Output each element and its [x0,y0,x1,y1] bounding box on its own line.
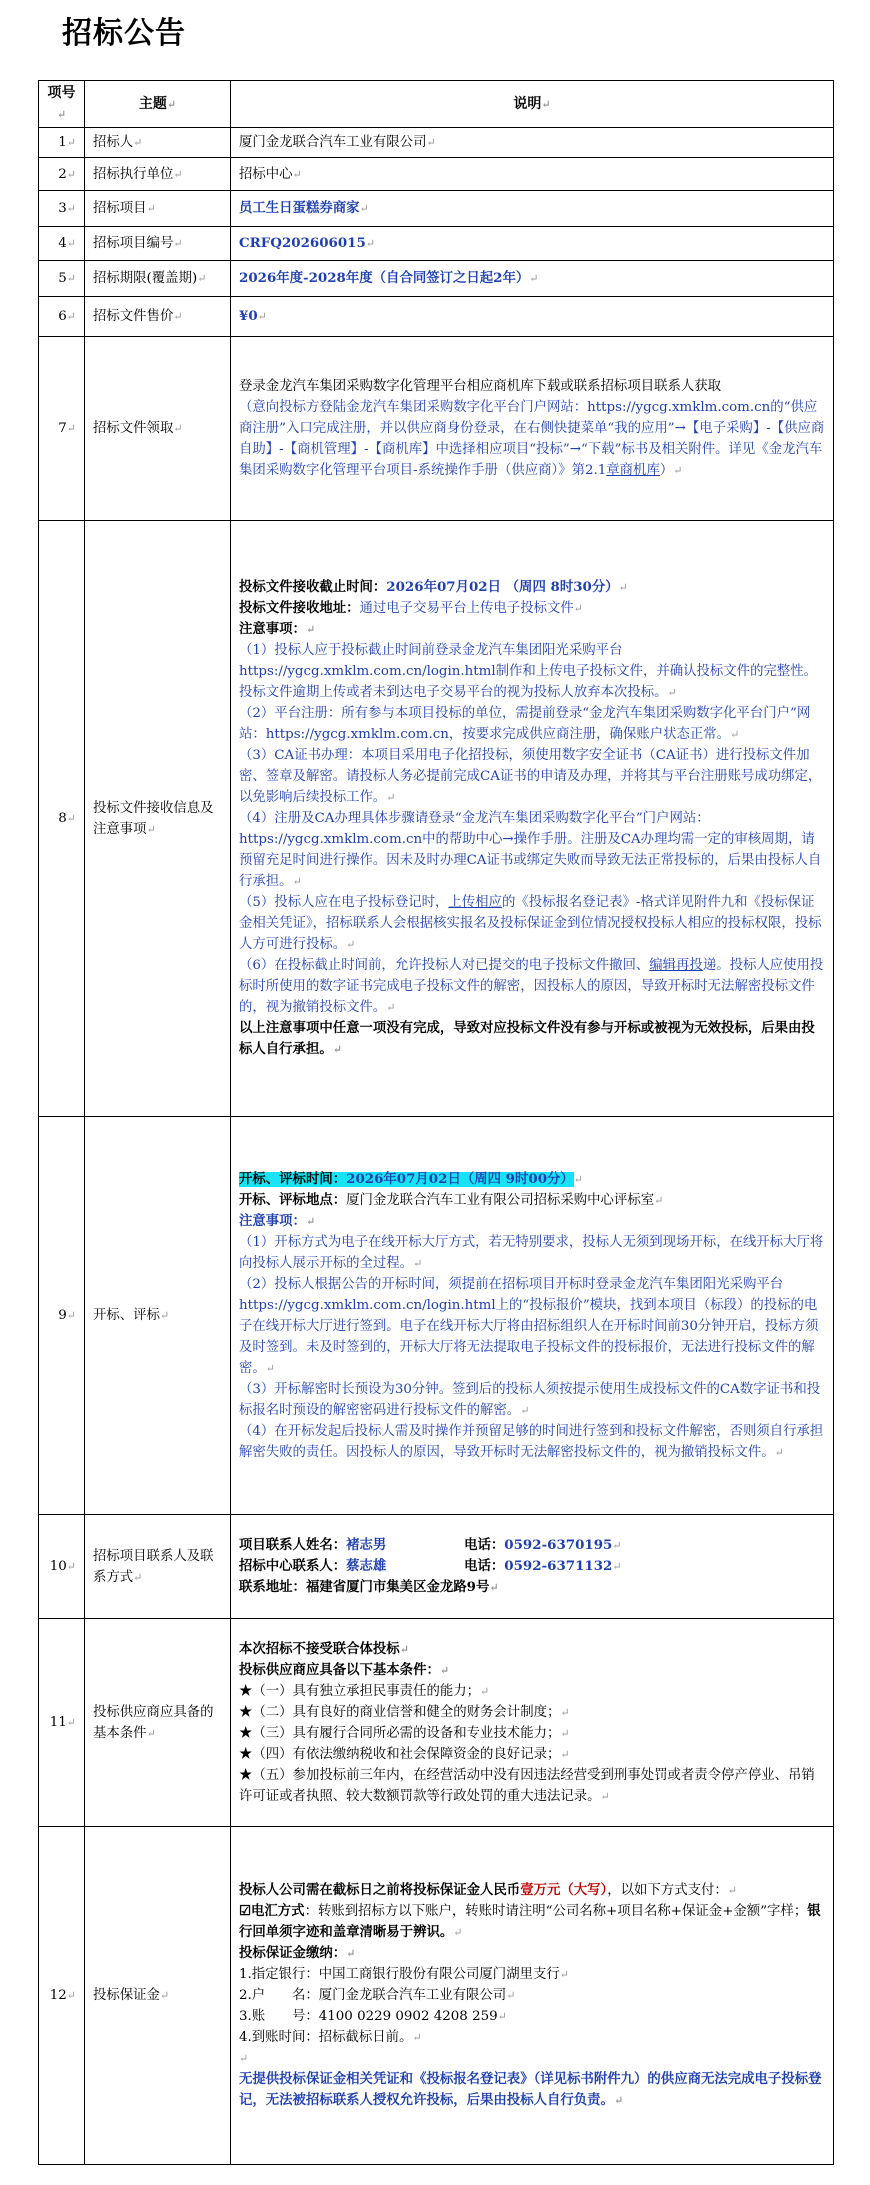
row-no: 11↵ [39,1619,85,1827]
row-no: 5↵ [39,261,85,297]
row-desc [231,1827,834,2165]
note-3: （3）CA证书办理：本项目采用电子化招投标，须使用数字安全证书（CA证书）进行投标文件加密、签章及解密。请投标人务必提前完成CA证书的申请及办理，并将其与平台注册账号成功绑定，以免影响后续投标工作。↵ [239,748,822,805]
table-row [39,128,834,158]
table-row [39,191,834,227]
row-no: 9↵ [39,1117,85,1515]
wire-transfer: ☑电汇方式：转账到招标方以下账户，转账时请注明“公司名称+项目名称+保证金+金额”字样；银行回单须字迹和盖章清晰易于辨识。↵ [239,1903,821,1940]
blank-line: ↵ [239,2052,249,2065]
row-desc [231,1515,834,1619]
header-desc: 说明↵ [231,81,834,128]
note-6: （6）在投标截止时间前，允许投标人对已提交的电子投标文件撤回、编辑再投递。投标人应使用投标时所使用的数字证书完成电子投标文件的解密，因投标人的原因，导致开标时无法解密投标文件的，视为撤销投标文件。↵ [239,958,824,1015]
row-subject: 投标供应商应具备的基本条件↵ [85,1619,231,1827]
row-no: 7↵ [39,337,85,521]
row-no: 6↵ [39,297,85,337]
deposit-intro: 投标人公司需在截标日之前将投标保证金人民币壹万元（大写），以如下方式支付：↵ [239,1882,737,1898]
note-3: （3）开标解密时长预设为30分钟。签到后的投标人须按提示使用生成投标文件的CA数字证书和投标报名时预设的解密密码进行投标文件的解密。↵ [239,1381,821,1418]
row-subject: 招标人↵ [85,128,231,158]
notes-label: 注意事项：↵ [239,1212,316,1229]
row-subject: 开标、评标↵ [85,1117,231,1515]
row-no: 2↵ [39,158,85,191]
note-1: （1）开标方式为电子在线开标大厅方式，若无特别要求，投标人无须到现场开标，在线开标大厅将向投标人展示开标的全过程。↵ [239,1234,824,1271]
address-line: 投标文件接收地址：通过电子交易平台上传电子投标文件↵ [239,600,583,616]
registration-guide: （意向投标方登陆金龙汽车集团采购数字化平台门户网站：https://ygcg.xmklm.com.cn的“供应商注册”入口完成注册，并以供应商身份登录，在右侧快捷菜单“我的应用”→【电子采购】-【供应商自助】-【商机管理】-【商机库】中选择相应项目“投标”→“下载”标书及相关附件。详见《金龙汽车集团采购数字化管理平台项目-系统操作手册（供应商）》第2.1章商机库）↵ [239,400,825,478]
page-title: 招标公告 [62,16,186,51]
account-number: 3.账 号：4100 0229 0902 4208 259↵ [239,2009,507,2024]
table-row [39,158,834,191]
contact-project: 项目联系人姓名：褚志男 电话：0592-6370195↵ [239,1537,622,1553]
table-row [39,1827,834,2165]
deadline-line: 投标文件接收截止时间：2026年07月02日 （周四 8时30分）↵ [239,579,628,595]
contact-center: 招标中心联系人：蔡志雄 电话：0592-6371132↵ [239,1558,622,1574]
condition-2: ★（二）具有良好的商业信誉和健全的财务会计制度；↵ [239,1704,570,1720]
row-desc: 2026年度-2028年度（自合同签订之日起2年）↵ [231,261,834,297]
row-subject: 招标文件售价↵ [85,297,231,337]
row-subject: 投标保证金↵ [85,1827,231,2165]
row-subject: 招标项目联系人及联系方式↵ [85,1515,231,1619]
row-subject: 招标文件领取↵ [85,337,231,521]
note-4: （4）在开标发起后投标人需及时操作并预留足够的时间进行签到和投标文件解密，否则须自行承担解密失败的责任。因投标人的原因，导致开标时无法解密投标文件的，视为撤销投标文件。↵ [239,1423,824,1460]
condition-5: ★（五）参加投标前三年内，在经营活动中没有因违法经营受到刑事处罚或者责令停产停业、吊销许可证或者执照、较大数额罚款等行政处罚的重大违法记录。↵ [239,1767,815,1804]
row-no: 3↵ [39,191,85,227]
header-no: 项号↵ [39,81,85,128]
table-row [39,1515,834,1619]
row-desc: 招标中心↵ [231,158,834,191]
row-desc [231,521,834,1117]
notes-label: 注意事项：↵ [239,621,316,637]
account-holder: 2.户 名：厦门金龙联合汽车工业有限公司↵ [239,1988,516,2003]
condition-1: ★（一）具有独立承担民事责任的能力；↵ [239,1683,490,1699]
row-no: 12↵ [39,1827,85,2165]
row-subject: 投标文件接收信息及注意事项↵ [85,521,231,1117]
row-no: 1↵ [39,128,85,158]
table-row [39,337,834,521]
note-2: （2）平台注册：所有参与本项目投标的单位，需提前登录“金龙汽车集团采购数字化平台门户”网站：https://ygcg.xmklm.com.cn，按要求完成供应商注册，确保账户状态正常。↵ [239,706,811,742]
row-subject: 招标项目编号↵ [85,227,231,261]
no-consortium: 本次招标不接受联合体投标↵ [239,1640,409,1657]
row-no: 10↵ [39,1515,85,1619]
table-row [39,1117,834,1515]
table-row [39,261,834,297]
table-row [39,297,834,337]
note-2: （2）投标人根据公告的开标时间，须提前在招标项目开标时登录金龙汽车集团阳光采购平台https://ygcg.xmklm.com.cn/login.html上的“投标报价”模块，找到本项目（标段）的投标的电子在线开标大厅进行签到。电子在线开标大厅将由招标组织人在开标时间前30分钟开启，投标方须及时签到。未及时签到的，开标大厅将无法提取电子投标文件的投标报价，无法进行投标文件的解密。↵ [239,1276,819,1376]
table-header-row [39,81,834,128]
table-row [39,227,834,261]
opening-place-line: 开标、评标地点：厦门金龙联合汽车工业有限公司招标采购中心评标室↵ [239,1191,664,1208]
row-desc: 员工生日蛋糕券商家↵ [231,191,834,227]
row-subject: 招标执行单位↵ [85,158,231,191]
opening-time-line: 开标、评标时间：2026年07月02日（周四 9时00分）↵ [239,1170,584,1187]
header-subject: 主题↵ [85,81,231,128]
conditions-label: 投标供应商应具备以下基本条件：↵ [239,1661,450,1678]
note-1: （1）投标人应于投标截止时间前登录金龙汽车集团阳光采购平台https://ygcg.xmklm.com.cn/login.html制作和上传电子投标文件，并确认投标文件的完整性。投标文件逾期上传或者未到达电子交易平台的视为投标人放弃本次投标。↵ [239,643,818,700]
row-no: 8↵ [39,521,85,1117]
arrival-time: 4.到账时间：招标截标日前。↵ [239,2030,422,2045]
condition-3: ★（三）具有履行合同所必需的设备和专业技术能力；↵ [239,1725,570,1741]
deposit-warning: 无提供投标保证金相关凭证和《投标报名登记表》（详见标书附件九）的供应商无法完成电子投标登记，无法被招标联系人授权允许投标，后果由投标人自行负责。↵ [239,2071,822,2108]
bank-name: 1.指定银行：中国工商银行股份有限公司厦门湖里支行↵ [239,1967,569,1982]
row-desc: 厦门金龙联合汽车工业有限公司↵ [231,128,834,158]
table-row [39,521,834,1117]
warning-text: 以上注意事项中任意一项没有完成，导致对应投标文件没有参与开标或被视为无效投标，后果由投标人自行承担。↵ [239,1020,815,1057]
download-instruction: 登录金龙汽车集团采购数字化管理平台相应商机库下载或联系招标项目联系人获取 [239,379,722,394]
row-subject: 招标期限(覆盖期)↵ [85,261,231,297]
row-desc: ¥0↵ [231,297,834,337]
table-row [39,1619,834,1827]
note-5: （5）投标人应在电子投标登记时，上传相应的《投标报名登记表》-格式详见附件九和《投标保证金相关凭证》，招标联系人会根据核实报名及投标保证金到位情况授权投标人相应的投标权限，投标人方可进行投标。↵ [239,895,822,952]
row-desc [231,337,834,521]
row-no: 4↵ [39,227,85,261]
row-desc [231,1117,834,1515]
contact-address: 联系地址：福建省厦门市集美区金龙路9号↵ [239,1579,499,1595]
note-4: （4）注册及CA办理具体步骤请登录“金龙汽车集团采购数字化平台”门户网站：https://ygcg.xmklm.com.cn中的帮助中心→操作手册。注册及CA办理均需一定的审核周期，请预留充足时间进行操作。因未及时办理CA证书或绑定失败而导致无法正常投标的，后果由投标人自行承担。↵ [239,811,822,889]
row-desc: CRFQ202606015↵ [231,227,834,261]
tender-table [38,80,834,2165]
row-desc [231,1619,834,1827]
condition-4: ★（四）有依法缴纳税收和社会保障资金的良好记录；↵ [239,1746,570,1762]
deposit-label: 投标保证金缴纳：↵ [239,1945,356,1961]
row-subject: 招标项目↵ [85,191,231,227]
